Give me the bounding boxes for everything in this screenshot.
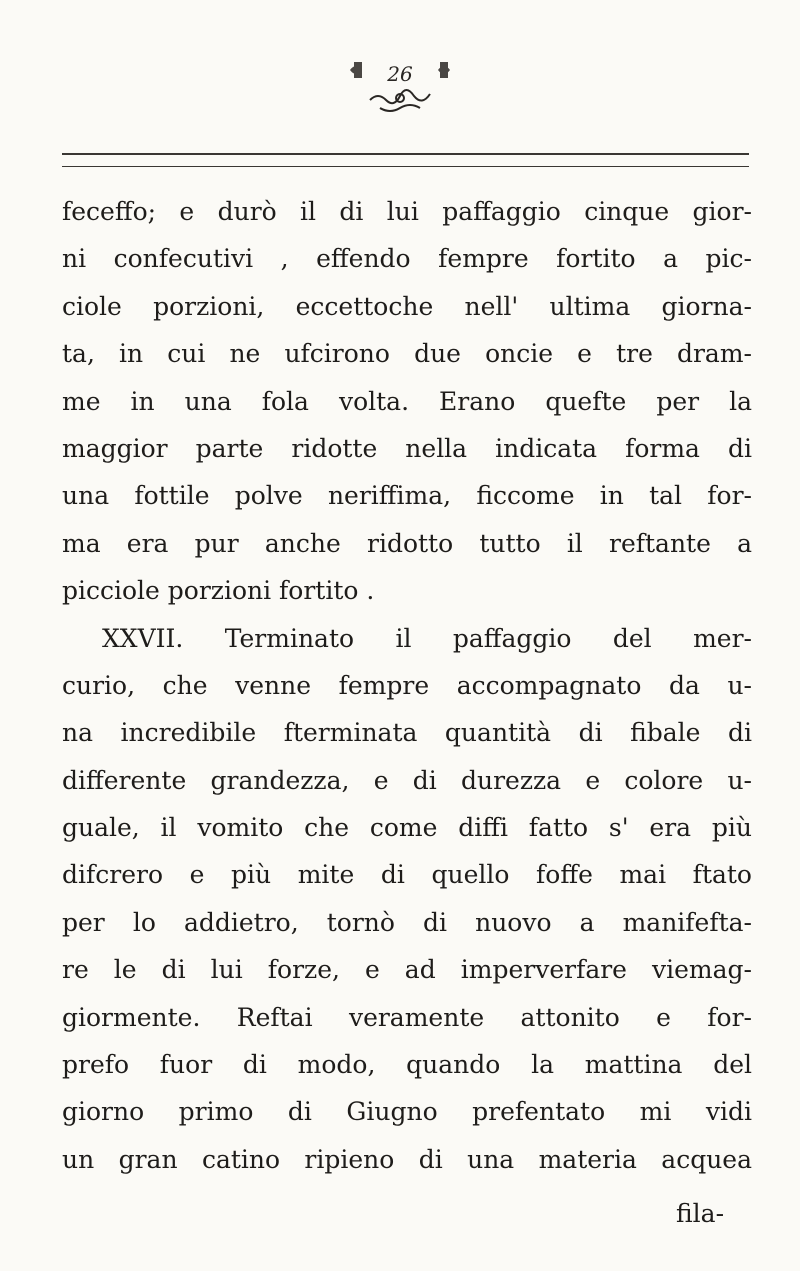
header-rule-bottom bbox=[62, 166, 749, 167]
text-line: difcrero e più mite di quello foffe mai ftato bbox=[62, 860, 752, 890]
text-line: giormente. Reftai veramente attonito e for- bbox=[62, 1002, 752, 1032]
text-line: differente grandezza, e di durezza e colore u- bbox=[62, 765, 752, 795]
text-line: curio, che venne fempre accompagnato da u- bbox=[62, 670, 752, 700]
page-header bbox=[0, 52, 800, 122]
body-text bbox=[62, 188, 752, 1183]
text-line: ta, in cui ne ufcirono due oncie e tre dram- bbox=[62, 339, 752, 369]
text-line: re le di lui forze, e ad imperverfare viemag- bbox=[62, 955, 752, 985]
text-line: una fottile polve neriffima, ficcome in tal for- bbox=[62, 481, 752, 511]
text-line: per lo addietro, tornò di nuovo a manifefta- bbox=[62, 907, 752, 937]
text-line: un gran catino ripieno di una materia acquea bbox=[62, 1144, 752, 1174]
text-line: ni confecutivi , effendo fempre fortito a pic- bbox=[62, 244, 752, 274]
page-number: 26 bbox=[387, 62, 413, 86]
text-line: feceffo; e durò il di lui paffaggio cinque gior- bbox=[62, 197, 752, 226]
text-line: me in una fola volta. Erano quefte per la bbox=[62, 386, 752, 416]
text-line: ma era pur anche ridotto tutto il reftante a bbox=[62, 528, 752, 558]
text-line: na incredibile fterminata quantità di fibale di bbox=[62, 718, 752, 748]
section-start-line: XXVII. Terminato il paffaggio del mer- bbox=[102, 623, 752, 653]
header-rule-top bbox=[62, 153, 749, 155]
text-line: giorno primo di Giugno prefentato mi vidi bbox=[62, 1097, 752, 1127]
text-line: guale, il vomito che come diffi fatto s' era più bbox=[62, 813, 752, 843]
text-line: maggior parte ridotte nella indicata forma di bbox=[62, 433, 752, 463]
text-line: ciole porzioni, eccettoche nell' ultima giorna- bbox=[62, 291, 752, 321]
text-line: prefo fuor di modo, quando la mattina del bbox=[62, 1050, 752, 1080]
catchword: fila- bbox=[676, 1199, 725, 1228]
text-line: picciole porzioni fortito . bbox=[62, 576, 375, 606]
